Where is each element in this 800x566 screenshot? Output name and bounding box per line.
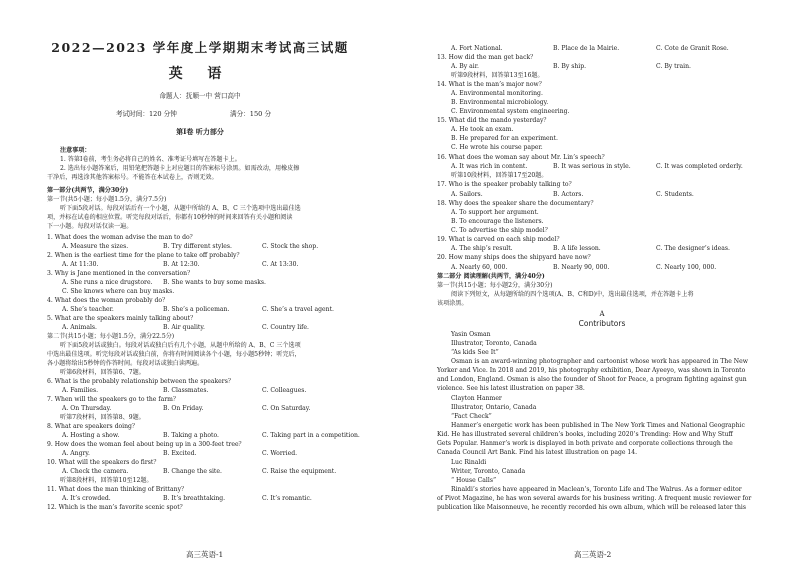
contributor-1-name: Yasin Osman bbox=[451, 331, 491, 338]
listen-8: 听第8段材料，回答第10至12题。 bbox=[60, 477, 153, 484]
option-19c: C. The designer’s ideas. bbox=[656, 245, 730, 252]
instruction-2c: 各小题将给出5秒钟的作答时间。每段对话或独白读两遍。 bbox=[47, 360, 204, 367]
instruction-2a: 听下面5段对话或独白。每段对话或独白后有几个小题，从题中所给的 A、B、C 三个选项 bbox=[60, 342, 301, 349]
notice-1: 1. 答第Ⅰ卷前，考生务必将自己的姓名、准考证号填写在答题卡上。 bbox=[60, 156, 241, 163]
question-2: 2. When is the earliest time for the plane to take off probably？ bbox=[47, 252, 243, 259]
section-1-heading: 第一部分(共两节，满分30分) bbox=[47, 187, 129, 194]
option-4c: C. She’s a travel agent. bbox=[262, 306, 334, 313]
option-1c: C. Stock the shop. bbox=[262, 243, 319, 250]
contributor-1-bio-1: Osman is an award-winning photographer and cartoonist whose work has appeared in The New bbox=[451, 358, 748, 365]
option-10b: B. Change the site. bbox=[163, 468, 222, 475]
option-20a: A. Nearly 60, 000. bbox=[451, 264, 508, 271]
option-2a: A. At 11:30. bbox=[62, 261, 99, 268]
question-13: 13. How did the man get back？ bbox=[437, 54, 537, 61]
option-12b: B. Place de la Mairie. bbox=[553, 45, 620, 52]
option-20b: B. Nearly 90, 000. bbox=[553, 264, 610, 271]
contributor-2-bio-3: Gets Popular. Hanmer’s work is displayed in both private and corporate collections through the bbox=[437, 440, 733, 447]
contributor-3-bio-2: of Pivot Magazine, he has won several awards for his business writing. A frequent music reviewer for bbox=[437, 495, 752, 502]
question-11: 11. What does the man thinking of Brittany？ bbox=[47, 486, 188, 493]
contributor-2-work: “Fact Check” bbox=[451, 413, 492, 420]
option-18b: B. To encourage the listeners. bbox=[451, 218, 544, 225]
notice-heading: 注意事项： bbox=[60, 147, 91, 154]
contributor-1-work: “As kids See It” bbox=[451, 349, 499, 356]
option-16c: C. It was completed orderly. bbox=[656, 163, 743, 170]
option-11a: A. It’s crowded. bbox=[62, 495, 111, 502]
option-13a: A. By air. bbox=[451, 63, 479, 70]
contributor-2-role: Illustrator, Ontario, Canada bbox=[451, 404, 537, 411]
option-6b: B. Classmates. bbox=[163, 387, 209, 394]
option-20c: C. Nearly 100, 000. bbox=[656, 264, 717, 271]
option-10a: A. Check the camera. bbox=[62, 468, 129, 475]
contributor-1-bio-2: Yorker and Vice. In 2018 and 2019, his photography exhibition, Dear Ayeeyo, was shown in Toronto bbox=[437, 367, 746, 374]
part-1-heading: 第Ⅰ卷 听力部分 bbox=[176, 127, 224, 136]
contributor-1-bio-4: violence. See his latest illustration on paper 38. bbox=[437, 385, 585, 392]
option-7b: B. On Friday. bbox=[163, 405, 204, 412]
contributor-1-bio-3: and London, England. Osman is also the founder of Shoot for Peace, a program fighting against gun bbox=[437, 376, 747, 383]
full-score: 满分：150 分 bbox=[230, 110, 272, 118]
option-9b: B. Excited. bbox=[163, 450, 197, 457]
option-10c: C. Raise the equipment. bbox=[262, 468, 337, 475]
option-17c: C. Students. bbox=[656, 191, 694, 198]
option-3c: C. She knows where can buy masks. bbox=[62, 288, 175, 295]
notice-2a: 2. 选出每小题答案后，用铅笔把答题卡上对应题目的答案标号涂黑。如需改动，用橡皮擦 bbox=[60, 165, 300, 172]
option-1b: B. Try different styles. bbox=[163, 243, 232, 250]
option-16b: B. It was serious in style. bbox=[553, 163, 631, 170]
question-12: 12. Which is the man’s favorite scenic spot？ bbox=[47, 504, 186, 511]
option-6c: C. Colleagues. bbox=[262, 387, 307, 394]
question-1: 1. What does the woman advise the man to do？ bbox=[47, 234, 196, 241]
exam-title: 2022—2023 学年度上学期期末考试高三试题 bbox=[51, 40, 349, 55]
question-17: 17. Who is the speaker probably talking to？ bbox=[437, 181, 575, 188]
option-14a: A. Environmental monitoring. bbox=[451, 90, 543, 97]
part-2-section-1: 第一节(共15小题；每小题2分，满分30分) bbox=[437, 282, 553, 289]
subject-title: 英 语 bbox=[168, 66, 232, 82]
passage-title: Contributors bbox=[578, 319, 626, 328]
option-17b: B. Actors. bbox=[553, 191, 584, 198]
option-9c: C. Worried. bbox=[262, 450, 298, 457]
option-15c: C. He wrote his course paper. bbox=[451, 144, 543, 151]
option-11b: B. It’s breathtaking. bbox=[163, 495, 226, 502]
option-16a: A. It was rich in content. bbox=[451, 163, 528, 170]
exam-time: 考试时间：120 分钟 bbox=[116, 110, 177, 118]
section-1-2: 第二节(共15小题；每小题1.5分，满分22.5分) bbox=[47, 333, 175, 340]
contributor-3-bio-3: publication like Maisonneuve, he recently recorded his own album, which will be released later this bbox=[437, 504, 746, 511]
option-4a: A. She’s teacher. bbox=[62, 306, 114, 313]
option-12c: C. Cote de Granit Rose. bbox=[656, 45, 729, 52]
question-5: 5. What are the speakers mainly talking about？ bbox=[47, 315, 197, 322]
option-13c: C. By train. bbox=[656, 63, 691, 70]
option-13b: B. By ship. bbox=[553, 63, 587, 70]
proposer: 命题人：抚顺一中 营口高中 bbox=[159, 92, 241, 100]
passage-label: A bbox=[599, 310, 605, 318]
question-4: 4. What does the woman probably do？ bbox=[47, 297, 169, 304]
contributor-2-bio-4: Canada Council Art Bank. Find his latest illustration on page 14. bbox=[437, 449, 638, 456]
question-14: 14. What is the man’s major now？ bbox=[437, 81, 545, 88]
question-15: 15. What did the mando yesterday？ bbox=[437, 117, 550, 124]
option-5a: A. Animals. bbox=[62, 324, 97, 331]
option-8c: C. Taking part in a competition. bbox=[262, 432, 360, 439]
exam-page-2 bbox=[404, 0, 800, 566]
option-4b: B. She’s a policeman. bbox=[163, 306, 230, 313]
option-18c: C. To advertise the ship model？ bbox=[451, 227, 551, 234]
instruction-2b: 中选出最佳选项。听完每段对话或独白前，你将有时间阅读各个小题，每小题5秒钟；听完后， bbox=[47, 351, 301, 358]
question-9: 9. How does the woman feel about being up in a 300-feet tree？ bbox=[47, 441, 245, 448]
section-1-1: 第一节(共5小题；每小题1.5分，满分7.5分) bbox=[47, 196, 167, 203]
question-16: 16. What does the woman say about Mr. Lin’s speech？ bbox=[437, 154, 608, 161]
part-2-heading: 第二部分 阅读理解(共两节，满分40分) bbox=[437, 273, 545, 280]
contributor-3-name: Luc Rinaldi bbox=[451, 459, 487, 466]
page-footer-2: 高三英语-2 bbox=[574, 550, 612, 559]
instruction-1c: 下一小题。每段对话仅读一遍。 bbox=[47, 223, 133, 230]
instruction-3b: 该项涂黑。 bbox=[437, 300, 468, 307]
question-7: 7. When will the speakers go to the farm？ bbox=[47, 396, 180, 403]
option-3b: B. She wants to buy some masks. bbox=[163, 279, 266, 286]
question-6: 6. What is the probably relationship between the speakers？ bbox=[47, 378, 234, 385]
option-14c: C. Environmental system engineering. bbox=[451, 108, 570, 115]
option-15a: A. He took an exam. bbox=[451, 126, 514, 133]
option-2b: B. At 12:30. bbox=[163, 261, 200, 268]
option-3a: A. She runs a nice drugstore. bbox=[62, 279, 153, 286]
contributor-2-name: Clayton Hanmer bbox=[451, 395, 502, 402]
option-11c: C. It’s romantic. bbox=[262, 495, 312, 502]
option-19b: B. A life lesson. bbox=[553, 245, 601, 252]
option-12a: A. Fort National. bbox=[451, 45, 503, 52]
option-1a: A. Measure the sizes. bbox=[62, 243, 129, 250]
listen-9: 听第9段材料，回答第13至16题。 bbox=[451, 72, 544, 79]
contributor-1-role: Illustrator, Toronto, Canada bbox=[451, 340, 537, 347]
listen-6: 听第6段材料，回答第6、7题。 bbox=[60, 369, 145, 376]
option-19a: A. The ship’s result. bbox=[451, 245, 513, 252]
contributor-3-work: “ House Calls” bbox=[451, 477, 497, 484]
listen-10: 听第10段材料，回答第17至20题。 bbox=[451, 172, 548, 179]
option-14b: B. Environmental microbiology. bbox=[451, 99, 549, 106]
contributor-2-bio-2: Kid. He has illustrated several children’s books, including 2020’s Trending: How and Why Stuff bbox=[437, 431, 733, 438]
contributor-3-role: Writer, Toronto, Canada bbox=[451, 468, 526, 475]
option-7c: C. On Saturday. bbox=[262, 405, 311, 412]
option-7a: A. On Thursday. bbox=[62, 405, 112, 412]
notice-2b: 干净后，再选涂其他答案标号。不能答在本试卷上，否则无效。 bbox=[47, 174, 218, 181]
listen-7: 听第7段材料，回答第8、9题。 bbox=[60, 414, 145, 421]
option-6a: A. Families. bbox=[62, 387, 99, 394]
option-17a: A. Sailors. bbox=[451, 191, 483, 198]
instruction-3a: 阅读下列短文，从每题所给的四个选项(A、B、C和D)中，选出最佳选项，并在答题卡上将 bbox=[451, 291, 694, 298]
contributor-2-bio-1: Hanmer’s energetic work has been published in The New York Times and National Geographic bbox=[451, 422, 745, 429]
option-8a: A. Hosting a show. bbox=[62, 432, 120, 439]
question-19: 19. What is carved on each ship model？ bbox=[437, 236, 563, 243]
question-3: 3. Why is Jane mentioned in the conversation？ bbox=[47, 270, 194, 277]
question-18: 18. Why does the speaker share the documentary？ bbox=[437, 200, 597, 207]
option-5b: B. Air quality. bbox=[163, 324, 205, 331]
contributor-3-bio-1: Rinaldi’s stories have appeared in Maclean’s, Toronto Life and The Walrus. As a former editor bbox=[451, 486, 742, 493]
option-5c: C. Country life. bbox=[262, 324, 309, 331]
option-2c: C. At 13:30. bbox=[262, 261, 299, 268]
option-15b: B. He prepared for an experiment. bbox=[451, 135, 558, 142]
option-18a: A. To support her argument. bbox=[451, 209, 539, 216]
question-20: 20. How many ships does the shipyard have now？ bbox=[437, 254, 594, 261]
question-8: 8. What are speakers doing？ bbox=[47, 423, 139, 430]
instruction-1a: 听下面5段对话。每段对话后有一个小题，从题中所给的 A、B、C 三个选项中选出最佳选 bbox=[60, 205, 301, 212]
option-9a: A. Angry. bbox=[62, 450, 90, 457]
instruction-1b: 项，并标在试卷的相应位置。听完每段对话后，你都有10秒钟的时间来回答有关小题和阅读 bbox=[47, 214, 293, 221]
question-10: 10. What will the speakers do first？ bbox=[47, 459, 160, 466]
option-8b: B. Taking a photo. bbox=[163, 432, 219, 439]
page-footer-1: 高三英语-1 bbox=[186, 550, 224, 559]
